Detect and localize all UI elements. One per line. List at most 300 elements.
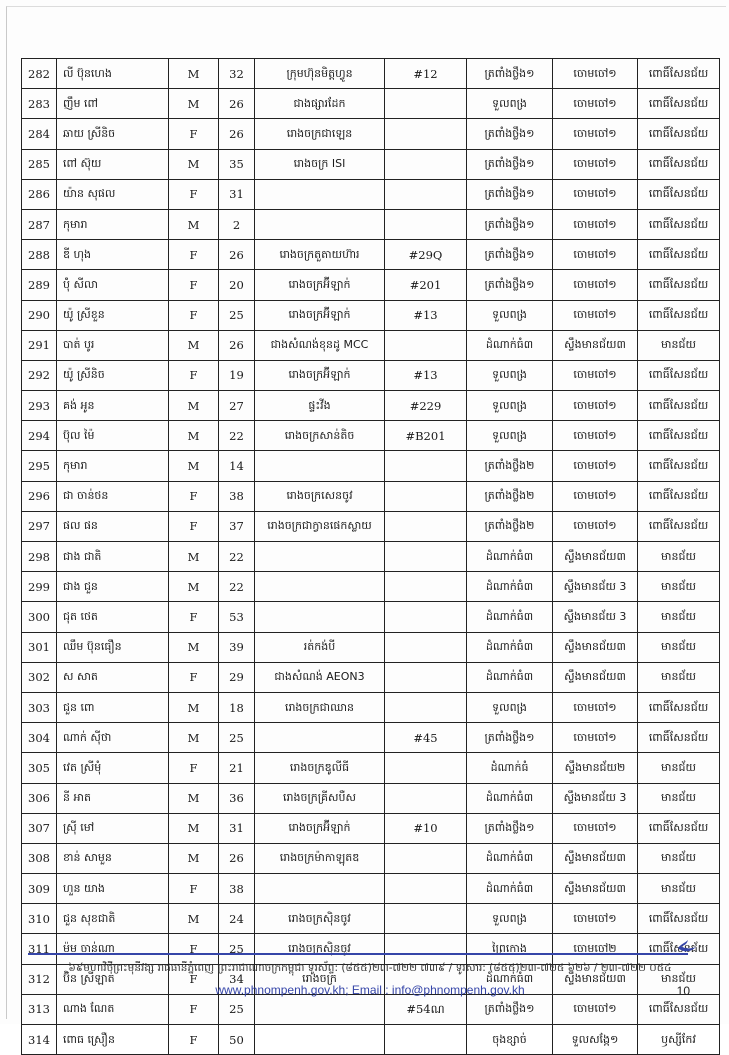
- age-cell: 25: [219, 723, 255, 753]
- village-cell: ដំណាក់ធំ៣: [467, 783, 553, 813]
- village-cell: ត្រពាំងថ្លឹង១: [467, 723, 553, 753]
- workplace-cell: រោងចក្រសាន់តិច: [255, 421, 385, 451]
- village-cell: ត្រពាំងថ្លឹង២: [467, 511, 553, 541]
- commune-cell: ចោមចៅ១: [553, 451, 638, 481]
- table-row: [22, 89, 720, 119]
- gender-cell: M: [169, 89, 219, 119]
- row-number-cell: 294: [22, 421, 57, 451]
- gender-cell: M: [169, 783, 219, 813]
- village-cell: ត្រពាំងថ្លឹង១: [467, 270, 553, 300]
- workplace-cell: [255, 542, 385, 572]
- footer-divider: [28, 953, 688, 955]
- house-number-cell: [385, 209, 467, 239]
- full-name-cell: លី ប៊ុនហេង: [57, 59, 169, 89]
- full-name-cell: ជួន សុខជាតិ: [57, 904, 169, 934]
- workplace-cell: [255, 179, 385, 209]
- workplace-cell: [255, 209, 385, 239]
- village-cell: ទួលពង្រ: [467, 904, 553, 934]
- table-row: [22, 783, 720, 813]
- full-name-cell: ប៊ុល ម៉ៃ: [57, 421, 169, 451]
- age-cell: 31: [219, 813, 255, 843]
- row-number-cell: 285: [22, 149, 57, 179]
- commune-cell: ចោមចៅ១: [553, 692, 638, 722]
- district-cell: ពោធិ៍សែនជ័យ: [638, 270, 720, 300]
- row-number-cell: 302: [22, 662, 57, 692]
- age-cell: 25: [219, 934, 255, 964]
- table-row: [22, 723, 720, 753]
- workplace-cell: រោងចក្រ ISI: [255, 149, 385, 179]
- commune-cell: ចោមចៅ១: [553, 813, 638, 843]
- village-cell: ទួលពង្រ: [467, 300, 553, 330]
- village-cell: ដំណាក់ធំ៣: [467, 662, 553, 692]
- village-cell: ត្រពាំងថ្លឹង១: [467, 209, 553, 239]
- commune-cell: ស្ទឹងមានជ័យ២: [553, 753, 638, 783]
- gender-cell: F: [169, 964, 219, 994]
- age-cell: 24: [219, 904, 255, 934]
- table-row: [22, 240, 720, 270]
- gender-cell: M: [169, 843, 219, 873]
- row-number-cell: 312: [22, 964, 57, 994]
- table-row: [22, 632, 720, 662]
- table-row: [22, 270, 720, 300]
- commune-cell: ចោមចៅ១: [553, 209, 638, 239]
- table-row: [22, 59, 720, 89]
- house-number-cell: [385, 692, 467, 722]
- row-number-cell: 287: [22, 209, 57, 239]
- commune-cell: ស្ទឹងមានជ័យ 3: [553, 572, 638, 602]
- district-cell: ពោធិ៍សែនជ័យ: [638, 179, 720, 209]
- commune-cell: ស្ទឹងមានជ័យ៣: [553, 662, 638, 692]
- age-cell: 18: [219, 692, 255, 722]
- village-cell: ដំណាក់ធំ៣: [467, 602, 553, 632]
- full-name-cell: ហួន យាង: [57, 874, 169, 904]
- house-number-cell: [385, 542, 467, 572]
- house-number-cell: [385, 934, 467, 964]
- commune-cell: ចោមចៅ១: [553, 240, 638, 270]
- full-name-cell: ណាក់ ស៊ីថា: [57, 723, 169, 753]
- house-number-cell: [385, 1025, 467, 1055]
- age-cell: 2: [219, 209, 255, 239]
- full-name-cell: ម៉ម ចាន់ណា: [57, 934, 169, 964]
- commune-cell: ចោមចៅ១: [553, 421, 638, 451]
- full-name-cell: ប៉ុំ សីលា: [57, 270, 169, 300]
- full-name-cell: ឌី ហុង: [57, 240, 169, 270]
- table-row: [22, 209, 720, 239]
- age-cell: 53: [219, 602, 255, 632]
- house-number-cell: #13: [385, 360, 467, 390]
- workplace-cell: រោងចក្រឌូលីធី: [255, 753, 385, 783]
- full-name-cell: គង់ អូន: [57, 391, 169, 421]
- age-cell: 38: [219, 874, 255, 904]
- full-name-cell: ឈឹម ប៊ុនធឿន: [57, 632, 169, 662]
- age-cell: 38: [219, 481, 255, 511]
- house-number-cell: [385, 451, 467, 481]
- workplace-cell: [255, 723, 385, 753]
- table-row: [22, 662, 720, 692]
- full-name-cell: វេត ស្រីមុំ: [57, 753, 169, 783]
- commune-cell: ស្ទឹងមានជ័យ៣: [553, 632, 638, 662]
- gender-cell: M: [169, 572, 219, 602]
- workplace-cell: រោងចក្រអ៊ីឡាក់: [255, 360, 385, 390]
- village-cell: ត្រពាំងថ្លឹង១: [467, 119, 553, 149]
- age-cell: 37: [219, 511, 255, 541]
- table-row: [22, 602, 720, 632]
- village-cell: ដំណាក់ធំ៣: [467, 843, 553, 873]
- house-number-cell: #12: [385, 59, 467, 89]
- records-body: [22, 59, 720, 1055]
- commune-cell: ចោមចៅ១: [553, 360, 638, 390]
- house-number-cell: [385, 753, 467, 783]
- gender-cell: F: [169, 270, 219, 300]
- workplace-cell: ក្រុមហ៊ុនមិត្តហ្វូន: [255, 59, 385, 89]
- commune-cell: ចោមចៅ១: [553, 179, 638, 209]
- district-cell: ពោធិ៍សែនជ័យ: [638, 451, 720, 481]
- workplace-cell: ជាងសំណង់ AEON3: [255, 662, 385, 692]
- row-number-cell: 286: [22, 179, 57, 209]
- workplace-cell: ជាងសំណង់ខុនដូ MCC: [255, 330, 385, 360]
- full-name-cell: ពៅ ស៊ុយ: [57, 149, 169, 179]
- commune-cell: ចោមចៅ១: [553, 391, 638, 421]
- full-name-cell: នី អាត: [57, 783, 169, 813]
- workplace-cell: រោងចក្រម៉ាកាឡុតឌ: [255, 843, 385, 873]
- age-cell: 25: [219, 994, 255, 1024]
- house-number-cell: [385, 89, 467, 119]
- house-number-cell: [385, 874, 467, 904]
- commune-cell: ចោមចៅ១: [553, 300, 638, 330]
- gender-cell: F: [169, 662, 219, 692]
- gender-cell: F: [169, 300, 219, 330]
- gender-cell: F: [169, 481, 219, 511]
- commune-cell: ស្ទឹងមានជ័យ 3: [553, 602, 638, 632]
- workplace-cell: [255, 874, 385, 904]
- district-cell: ឫស្សីកែវ: [638, 1025, 720, 1055]
- gender-cell: F: [169, 874, 219, 904]
- house-number-cell: [385, 149, 467, 179]
- commune-cell: ស្ទឹងមានជ័យ៣: [553, 542, 638, 572]
- workplace-cell: រោងចក្រស៊ិនចូវ: [255, 904, 385, 934]
- full-name-cell: កុមារា: [57, 209, 169, 239]
- full-name-cell: ស្រ៊ី មៅ: [57, 813, 169, 843]
- gender-cell: M: [169, 59, 219, 89]
- table-row: [22, 753, 720, 783]
- village-cell: ត្រពាំងថ្លឹង២: [467, 481, 553, 511]
- age-cell: 25: [219, 300, 255, 330]
- table-row: [22, 481, 720, 511]
- age-cell: 21: [219, 753, 255, 783]
- table-row: [22, 511, 720, 541]
- age-cell: 22: [219, 572, 255, 602]
- age-cell: 26: [219, 240, 255, 270]
- gender-cell: F: [169, 602, 219, 632]
- table-row: [22, 904, 720, 934]
- workplace-cell: [255, 994, 385, 1024]
- commune-cell: ចោមចៅ១: [553, 119, 638, 149]
- district-cell: ពោធិ៍សែនជ័យ: [638, 149, 720, 179]
- full-name-cell: យ៉ូ ស្រីខួន: [57, 300, 169, 330]
- gender-cell: M: [169, 391, 219, 421]
- house-number-cell: [385, 632, 467, 662]
- table-row: [22, 934, 720, 964]
- district-cell: ពោធិ៍សែនជ័យ: [638, 723, 720, 753]
- district-cell: មានជ័យ: [638, 662, 720, 692]
- full-name-cell: ជាង ជាតិ: [57, 542, 169, 572]
- house-number-cell: [385, 662, 467, 692]
- village-cell: ទួលពង្រ: [467, 391, 553, 421]
- house-number-cell: #201: [385, 270, 467, 300]
- age-cell: 36: [219, 783, 255, 813]
- village-cell: ដំណាក់ធំ៣: [467, 542, 553, 572]
- district-cell: ពោធិ៍សែនជ័យ: [638, 391, 720, 421]
- house-number-cell: [385, 119, 467, 149]
- district-cell: ពោធិ៍សែនជ័យ: [638, 904, 720, 934]
- age-cell: 26: [219, 843, 255, 873]
- gender-cell: F: [169, 179, 219, 209]
- row-number-cell: 311: [22, 934, 57, 964]
- village-cell: ត្រពាំងថ្លឹង១: [467, 240, 553, 270]
- district-cell: ពោធិ៍សែនជ័យ: [638, 511, 720, 541]
- row-number-cell: 282: [22, 59, 57, 89]
- age-cell: 22: [219, 542, 255, 572]
- gender-cell: M: [169, 330, 219, 360]
- house-number-cell: [385, 602, 467, 632]
- gender-cell: M: [169, 209, 219, 239]
- gender-cell: M: [169, 692, 219, 722]
- village-cell: ត្រពាំងថ្លឹង១: [467, 994, 553, 1024]
- row-number-cell: 290: [22, 300, 57, 330]
- district-cell: ពោធិ៍សែនជ័យ: [638, 994, 720, 1024]
- row-number-cell: 298: [22, 542, 57, 572]
- commune-cell: ស្ទឹងមានជ័យ 3: [553, 783, 638, 813]
- gender-cell: M: [169, 813, 219, 843]
- commune-cell: ចោមចៅ២: [553, 934, 638, 964]
- row-number-cell: 284: [22, 119, 57, 149]
- village-cell: ចុងខ្សាច់: [467, 1025, 553, 1055]
- row-number-cell: 309: [22, 874, 57, 904]
- commune-cell: ចោមចៅ១: [553, 511, 638, 541]
- full-name-cell: ណាង ណែត: [57, 994, 169, 1024]
- row-number-cell: 295: [22, 451, 57, 481]
- commune-cell: ចោមចៅ១: [553, 994, 638, 1024]
- table-row: [22, 692, 720, 722]
- district-cell: ពោធិ៍សែនជ័យ: [638, 59, 720, 89]
- row-number-cell: 293: [22, 391, 57, 421]
- workplace-cell: រោងចក្រអ៊ីឡាក់: [255, 270, 385, 300]
- house-number-cell: [385, 904, 467, 934]
- table-row: [22, 360, 720, 390]
- village-cell: ព្រៃកោង: [467, 934, 553, 964]
- village-cell: ត្រពាំងថ្លឹង១: [467, 813, 553, 843]
- workplace-cell: រោងចក្រជាឈាន: [255, 692, 385, 722]
- workplace-cell: រត់កង់បី: [255, 632, 385, 662]
- gender-cell: M: [169, 632, 219, 662]
- row-number-cell: 300: [22, 602, 57, 632]
- full-name-cell: ជុត ថេត: [57, 602, 169, 632]
- table-row: [22, 149, 720, 179]
- age-cell: 35: [219, 149, 255, 179]
- village-cell: ទួលពង្រ: [467, 421, 553, 451]
- district-cell: ពោធិ៍សែនជ័យ: [638, 300, 720, 330]
- workplace-cell: រោងចក្រគ្រីសបឺស: [255, 783, 385, 813]
- district-cell: ពោធិ៍សែនជ័យ: [638, 209, 720, 239]
- table-row: [22, 843, 720, 873]
- district-cell: មានជ័យ: [638, 964, 720, 994]
- full-name-cell: ជាង ជួន: [57, 572, 169, 602]
- age-cell: 39: [219, 632, 255, 662]
- full-name-cell: ឆាយ ស្រីនិច: [57, 119, 169, 149]
- full-name-cell: ប៊ិន ស្រីឡាត់: [57, 964, 169, 994]
- commune-cell: ចោមចៅ១: [553, 904, 638, 934]
- table-row: [22, 330, 720, 360]
- commune-cell: ចោមចៅ១: [553, 149, 638, 179]
- bird-logo-icon: [676, 938, 698, 954]
- gender-cell: M: [169, 904, 219, 934]
- district-cell: ពោធិ៍សែនជ័យ: [638, 692, 720, 722]
- gender-cell: M: [169, 451, 219, 481]
- gender-cell: F: [169, 753, 219, 783]
- table-row: [22, 874, 720, 904]
- row-number-cell: 301: [22, 632, 57, 662]
- gender-cell: F: [169, 240, 219, 270]
- workplace-cell: រោងចក្រតួតាយហ៊ារ: [255, 240, 385, 270]
- table-row: [22, 813, 720, 843]
- table-row: [22, 179, 720, 209]
- full-name-cell: យ៉ាន សុផល: [57, 179, 169, 209]
- district-cell: មានជ័យ: [638, 753, 720, 783]
- village-cell: ត្រពាំងថ្លឹង១: [467, 149, 553, 179]
- commune-cell: ស្ទឹងមានជ័យ៣: [553, 874, 638, 904]
- full-name-cell: ផល ផន: [57, 511, 169, 541]
- age-cell: 32: [219, 59, 255, 89]
- workplace-cell: រោងចក្រជាឡេន: [255, 119, 385, 149]
- table-row: [22, 451, 720, 481]
- district-cell: ពោធិ៍សែនជ័យ: [638, 360, 720, 390]
- workplace-cell: [255, 572, 385, 602]
- house-number-cell: [385, 330, 467, 360]
- full-name-cell: បាត់ បូរ: [57, 330, 169, 360]
- workplace-cell: រោងចក្រអ៊ីឡាក់: [255, 813, 385, 843]
- workplace-cell: [255, 1025, 385, 1055]
- age-cell: 26: [219, 89, 255, 119]
- house-number-cell: #45: [385, 723, 467, 753]
- commune-cell: ចោមចៅ១: [553, 723, 638, 753]
- village-cell: ទួលពង្រ: [467, 89, 553, 119]
- district-cell: មានជ័យ: [638, 874, 720, 904]
- district-cell: មានជ័យ: [638, 783, 720, 813]
- row-number-cell: 310: [22, 904, 57, 934]
- district-cell: ពោធិ៍សែនជ័យ: [638, 934, 720, 964]
- full-name-cell: ខាន់ សាមួន: [57, 843, 169, 873]
- village-cell: ដំណាក់ធំ៣: [467, 632, 553, 662]
- workplace-cell: [255, 602, 385, 632]
- district-cell: ពោធិ៍សែនជ័យ: [638, 421, 720, 451]
- gender-cell: F: [169, 119, 219, 149]
- records-table: [21, 58, 720, 1055]
- table-row: [22, 421, 720, 451]
- age-cell: 26: [219, 119, 255, 149]
- village-cell: ដំណាក់ធំ៣: [467, 330, 553, 360]
- house-number-cell: [385, 511, 467, 541]
- row-number-cell: 313: [22, 994, 57, 1024]
- row-number-cell: 297: [22, 511, 57, 541]
- commune-cell: ចោមចៅ១: [553, 59, 638, 89]
- village-cell: ដំណាក់ធំ៣: [467, 572, 553, 602]
- district-cell: មានជ័យ: [638, 632, 720, 662]
- row-number-cell: 283: [22, 89, 57, 119]
- full-name-cell: ជា ចាន់ថន: [57, 481, 169, 511]
- row-number-cell: 304: [22, 723, 57, 753]
- district-cell: ពោធិ៍សែនជ័យ: [638, 89, 720, 119]
- district-cell: ពោធិ៍សែនជ័យ: [638, 481, 720, 511]
- row-number-cell: 296: [22, 481, 57, 511]
- page-number: 10: [676, 984, 690, 998]
- table-row: [22, 1025, 720, 1055]
- house-number-cell: [385, 481, 467, 511]
- commune-cell: ទួលសង្កែ១: [553, 1025, 638, 1055]
- gender-cell: F: [169, 934, 219, 964]
- full-name-cell: កុមារា: [57, 451, 169, 481]
- workplace-cell: រោងចក្រអ៊ីឡាក់: [255, 300, 385, 330]
- workplace-cell: ជាងផ្សារដែក: [255, 89, 385, 119]
- village-cell: ត្រពាំងថ្លឹង១: [467, 59, 553, 89]
- age-cell: 14: [219, 451, 255, 481]
- district-cell: មានជ័យ: [638, 572, 720, 602]
- district-cell: មានជ័យ: [638, 330, 720, 360]
- workplace-cell: ផ្ទះវីង: [255, 391, 385, 421]
- village-cell: ដំណាក់ធំ៣: [467, 874, 553, 904]
- gender-cell: M: [169, 723, 219, 753]
- commune-cell: ស្ទឹងមានជ័យ៣: [553, 843, 638, 873]
- age-cell: 31: [219, 179, 255, 209]
- house-number-cell: #B201: [385, 421, 467, 451]
- footer-contact-links[interactable]: www.phnompenh.gov.kh; Email : info@phnompenh.gov.kh: [215, 983, 525, 997]
- village-cell: ត្រពាំងថ្លឹង១: [467, 179, 553, 209]
- row-number-cell: 314: [22, 1025, 57, 1055]
- table-row: [22, 300, 720, 330]
- village-cell: ទួលពង្រ: [467, 360, 553, 390]
- row-number-cell: 299: [22, 572, 57, 602]
- age-cell: 22: [219, 421, 255, 451]
- table-row: [22, 391, 720, 421]
- gender-cell: F: [169, 360, 219, 390]
- house-number-cell: [385, 572, 467, 602]
- full-name-cell: ជួន ពោ: [57, 692, 169, 722]
- village-cell: ដំណាក់ធំ៣: [467, 964, 553, 994]
- table-row: [22, 572, 720, 602]
- commune-cell: ចោមចៅ១: [553, 270, 638, 300]
- workplace-cell: រោងចក្រសេនចូវ: [255, 481, 385, 511]
- house-number-cell: #10: [385, 813, 467, 843]
- age-cell: 50: [219, 1025, 255, 1055]
- house-number-cell: [385, 843, 467, 873]
- house-number-cell: [385, 783, 467, 813]
- district-cell: ពោធិ៍សែនជ័យ: [638, 813, 720, 843]
- gender-cell: F: [169, 1025, 219, 1055]
- age-cell: 20: [219, 270, 255, 300]
- workplace-cell: រោងចក្រ: [255, 964, 385, 994]
- gender-cell: M: [169, 542, 219, 572]
- village-cell: ទួលពង្រ: [467, 692, 553, 722]
- age-cell: 27: [219, 391, 255, 421]
- commune-cell: ស្ទឹងមានជ័យ៣: [553, 330, 638, 360]
- district-cell: មានជ័យ: [638, 602, 720, 632]
- house-number-cell: #229: [385, 391, 467, 421]
- workplace-cell: [255, 451, 385, 481]
- district-cell: មានជ័យ: [638, 542, 720, 572]
- row-number-cell: 305: [22, 753, 57, 783]
- age-cell: 29: [219, 662, 255, 692]
- gender-cell: F: [169, 994, 219, 1024]
- house-number-cell: #29Q: [385, 240, 467, 270]
